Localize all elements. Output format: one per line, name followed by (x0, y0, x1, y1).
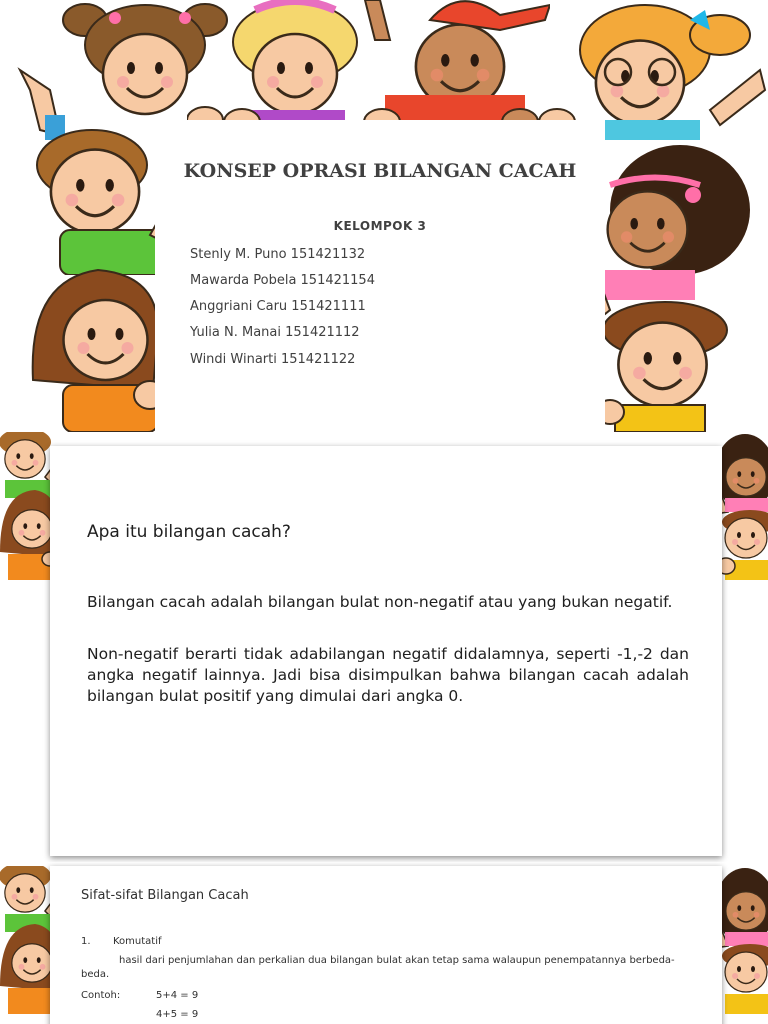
properties-heading: Sifat-sifat Bilangan Cacah (81, 888, 249, 903)
definition-card (50, 446, 722, 856)
girl-orange-shirt-illustration (28, 260, 168, 432)
definition-slide (0, 432, 768, 862)
example-1: 5+4 = 9 (156, 990, 199, 1001)
definition-paragraph-2: Non-negatif berarti tidak adabilangan negatif didalamnya, seperti -1,-2 dan angka negatif lainnya. Jadi bisa disimpulkan bahwa bilangan cacah adalah bilangan bulat positif yang dimulai dari angka 0. (87, 645, 689, 705)
girl-yellow-shirt-illustration (595, 300, 768, 432)
girl-glasses-illustration (560, 0, 768, 140)
example-label: Contoh: (81, 990, 121, 1001)
group-label: KELOMPOK 3 (333, 219, 427, 233)
question-heading: Apa itu bilangan cacah? (87, 522, 291, 542)
presentation-title: KONSEP OPRASI BILANGAN CACAH (183, 160, 577, 182)
title-slide (0, 0, 768, 432)
title-card (155, 120, 605, 432)
example-2: 4+5 = 9 (156, 1009, 199, 1020)
definition-paragraph-1: Bilangan cacah adalah bilangan bulat non-negatif atau yang bukan negatif. (87, 593, 673, 611)
member-2: Mawarda Pobela 151421154 (190, 273, 375, 288)
properties-slide (0, 862, 768, 1024)
member-4: Yulia N. Manai 151421112 (190, 325, 360, 340)
member-1: Stenly M. Puno 151421132 (190, 247, 366, 262)
item-name: Komutatif (113, 936, 162, 947)
member-5: Windi Winarti 151421122 (190, 352, 356, 367)
member-3: Anggriani Caru 151421111 (190, 299, 366, 314)
item-description: hasil dari penjumlahan dan perkalian dua bilangan bulat akan tetap sama walaupun penempatannya berbeda-beda. (81, 955, 675, 980)
item-number: 1. (81, 936, 91, 947)
properties-card (50, 866, 722, 1024)
curly-hair-girl-illustration (605, 140, 768, 300)
